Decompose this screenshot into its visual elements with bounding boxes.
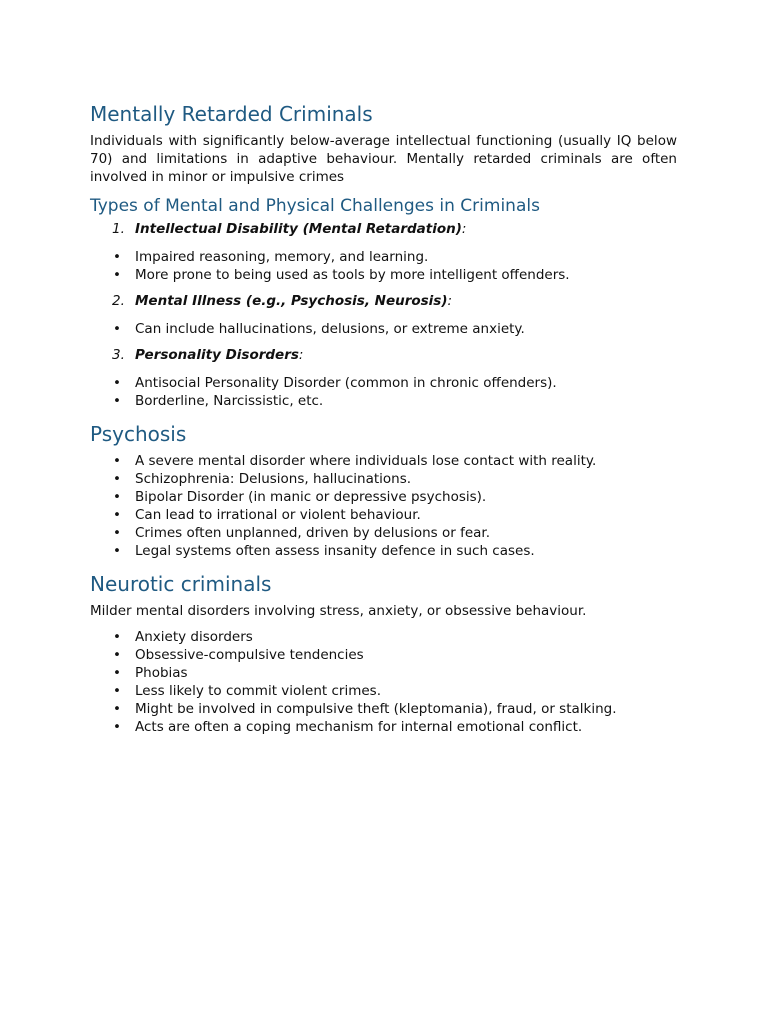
personality-disorders-bullets (90, 374, 677, 410)
heading-neurotic-criminals: Neurotic criminals (90, 572, 272, 596)
list-item (113, 470, 677, 488)
item-label: Personality Disorders (135, 347, 299, 363)
item-colon: : (461, 221, 467, 237)
list-item (113, 320, 677, 338)
list-item (113, 452, 677, 470)
list-item-text: Might be involved in compulsive theft (kleptomania), fraud, or stalking. (135, 701, 617, 717)
list-item (113, 628, 677, 646)
item-colon: : (298, 347, 304, 363)
item-number: 3. (112, 347, 125, 363)
bullet-icon: • (113, 267, 121, 283)
list-item-text: Can include hallucinations, delusions, or extreme anxiety. (135, 321, 525, 337)
mental-illness-bullets (90, 320, 677, 338)
list-item (113, 664, 677, 682)
list-item-text: Phobias (135, 665, 188, 681)
bullet-icon: • (113, 489, 121, 505)
bullet-icon: • (113, 665, 121, 681)
document-page (90, 100, 677, 736)
item-colon: : (447, 293, 453, 309)
list-item (113, 542, 677, 560)
list-item (113, 248, 677, 266)
list-item-text: Crimes often unplanned, driven by delusions or fear. (135, 525, 491, 541)
intellectual-disability-bullets (90, 248, 677, 284)
item-label: Mental Illness (e.g., Psychosis, Neurosis) (135, 293, 448, 309)
heading-mentally-retarded-criminals: Mentally Retarded Criminals (90, 102, 373, 126)
bullet-icon: • (113, 647, 121, 663)
list-item (113, 682, 677, 700)
psychosis-bullets (90, 452, 677, 560)
list-item-text: More prone to being used as tools by more intelligent offenders. (135, 267, 570, 283)
item-number: 2. (112, 293, 125, 309)
list-item (113, 718, 677, 736)
list-item-text: Can lead to irrational or violent behaviour. (135, 507, 421, 523)
bullet-icon: • (113, 249, 121, 265)
list-item-text: Legal systems often assess insanity defence in such cases. (135, 543, 535, 559)
list-item-text: Obsessive-compulsive tendencies (135, 647, 364, 663)
list-item (113, 646, 677, 664)
list-item (113, 488, 677, 506)
list-item-text: Bipolar Disorder (in manic or depressive psychosis). (135, 489, 487, 505)
mentally-retarded-description: Individuals with significantly below-average intellectual functioning (usually IQ below 70) and limitations in adaptive behaviour. Mentally retarded criminals are often involved in minor or impulsive crimes (90, 133, 677, 185)
bullet-icon: • (113, 375, 121, 391)
item-label: Intellectual Disability (Mental Retardation) (135, 221, 462, 237)
bullet-icon: • (113, 719, 121, 735)
heading-types-of-challenges: Types of Mental and Physical Challenges in Criminals (90, 196, 540, 216)
list-item (113, 700, 677, 718)
list-item (113, 524, 677, 542)
numbered-item-intellectual-disability (90, 220, 677, 238)
bullet-icon: • (113, 507, 121, 523)
heading-psychosis: Psychosis (90, 422, 187, 446)
list-item-text: Anxiety disorders (135, 629, 253, 645)
numbered-item-mental-illness (90, 292, 677, 310)
list-item-text: Borderline, Narcissistic, etc. (135, 393, 324, 409)
numbered-item-personality-disorders (90, 346, 677, 364)
list-item (113, 374, 677, 392)
list-item-text: Acts are often a coping mechanism for internal emotional conflict. (135, 719, 583, 735)
list-item (113, 392, 677, 410)
bullet-icon: • (113, 393, 121, 409)
list-item (113, 266, 677, 284)
list-item-text: Less likely to commit violent crimes. (135, 683, 381, 699)
list-item-text: Schizophrenia: Delusions, hallucinations. (135, 471, 412, 487)
bullet-icon: • (113, 683, 121, 699)
neurotic-description: Milder mental disorders involving stress, anxiety, or obsessive behaviour. (90, 603, 587, 619)
bullet-icon: • (113, 321, 121, 337)
bullet-icon: • (113, 525, 121, 541)
neurotic-bullets (90, 628, 677, 736)
list-item-text: Impaired reasoning, memory, and learning. (135, 249, 429, 265)
list-item (113, 506, 677, 524)
bullet-icon: • (113, 701, 121, 717)
list-item-text: A severe mental disorder where individuals lose contact with reality. (135, 453, 597, 469)
bullet-icon: • (113, 543, 121, 559)
item-number: 1. (112, 221, 125, 237)
bullet-icon: • (113, 629, 121, 645)
list-item-text: Antisocial Personality Disorder (common in chronic offenders). (135, 375, 557, 391)
bullet-icon: • (113, 453, 121, 469)
bullet-icon: • (113, 471, 121, 487)
